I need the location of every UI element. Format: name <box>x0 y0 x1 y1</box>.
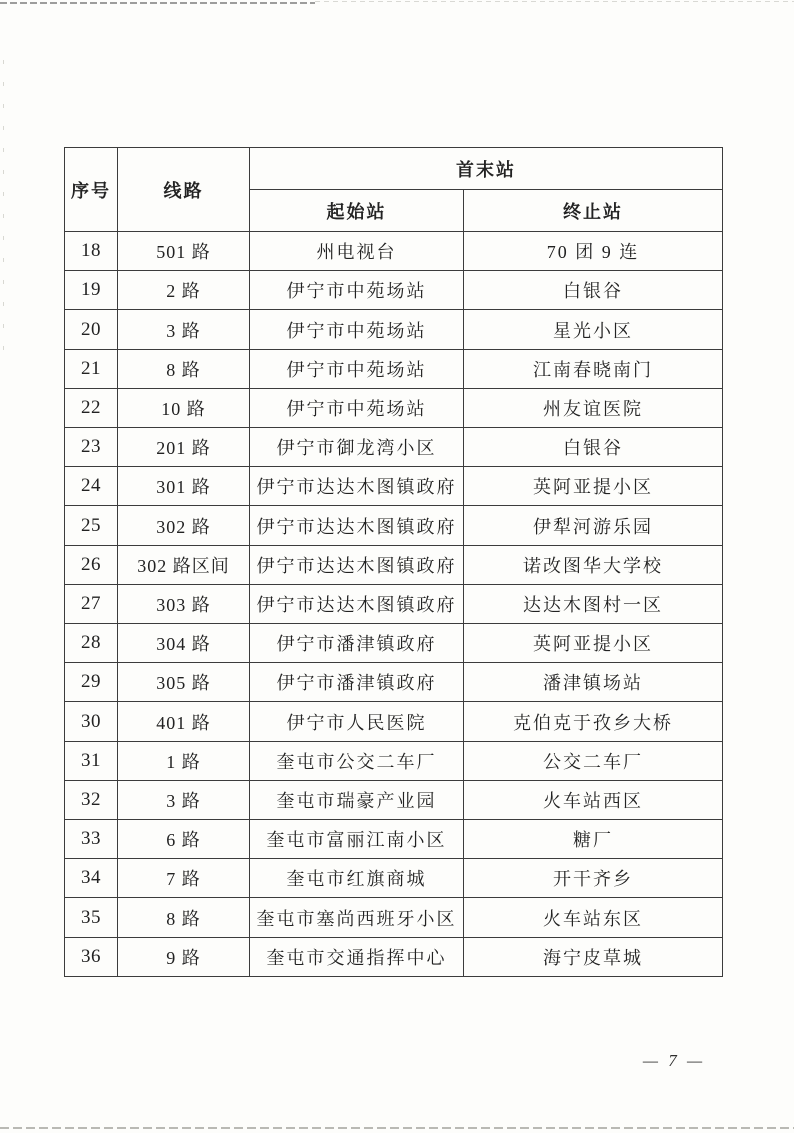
scan-artifact-bottom <box>0 1127 794 1129</box>
end-station-cell: 克伯克于孜乡大桥 <box>464 702 723 741</box>
seq-cell: 35 <box>65 898 118 937</box>
start-station-cell: 伊宁市达达木图镇政府 <box>250 545 464 584</box>
start-station-cell: 伊宁市中苑场站 <box>250 349 464 388</box>
line-cell: 7 路 <box>118 859 250 898</box>
table-body <box>65 232 723 977</box>
line-cell: 8 路 <box>118 349 250 388</box>
table-row <box>65 780 723 819</box>
seq-cell: 21 <box>65 349 118 388</box>
header-seq: 序号 <box>65 148 118 232</box>
line-cell: 6 路 <box>118 820 250 859</box>
line-cell: 1 路 <box>118 741 250 780</box>
table-row <box>65 820 723 859</box>
table-row <box>65 624 723 663</box>
start-station-cell: 伊宁市中苑场站 <box>250 310 464 349</box>
table-row <box>65 310 723 349</box>
table-row <box>65 506 723 545</box>
seq-cell: 29 <box>65 663 118 702</box>
seq-cell: 34 <box>65 859 118 898</box>
seq-cell: 24 <box>65 467 118 506</box>
end-station-cell: 英阿亚提小区 <box>464 467 723 506</box>
line-cell: 3 路 <box>118 310 250 349</box>
seq-cell: 18 <box>65 232 118 271</box>
start-station-cell: 伊宁市潘津镇政府 <box>250 624 464 663</box>
end-station-cell: 江南春晓南门 <box>464 349 723 388</box>
seq-cell: 27 <box>65 584 118 623</box>
end-station-cell: 火车站东区 <box>464 898 723 937</box>
end-station-cell: 白银谷 <box>464 428 723 467</box>
end-station-cell: 糖厂 <box>464 820 723 859</box>
start-station-cell: 奎屯市塞尚西班牙小区 <box>250 898 464 937</box>
start-station-cell: 伊宁市达达木图镇政府 <box>250 584 464 623</box>
end-station-cell: 英阿亚提小区 <box>464 624 723 663</box>
end-station-cell: 公交二车厂 <box>464 741 723 780</box>
start-station-cell: 奎屯市红旗商城 <box>250 859 464 898</box>
start-station-cell: 州电视台 <box>250 232 464 271</box>
seq-cell: 25 <box>65 506 118 545</box>
header-line: 线路 <box>118 148 250 232</box>
scan-artifact-left <box>3 60 4 360</box>
start-station-cell: 伊宁市达达木图镇政府 <box>250 467 464 506</box>
end-station-cell: 潘津镇场站 <box>464 663 723 702</box>
start-station-cell: 奎屯市瑞豪产业园 <box>250 780 464 819</box>
line-cell: 201 路 <box>118 428 250 467</box>
start-station-cell: 伊宁市潘津镇政府 <box>250 663 464 702</box>
line-cell: 3 路 <box>118 780 250 819</box>
end-station-cell: 火车站西区 <box>464 780 723 819</box>
start-station-cell: 伊宁市达达木图镇政府 <box>250 506 464 545</box>
end-station-cell: 白银谷 <box>464 271 723 310</box>
seq-cell: 28 <box>65 624 118 663</box>
table-row <box>65 428 723 467</box>
table-row <box>65 232 723 271</box>
table-row <box>65 859 723 898</box>
line-cell: 8 路 <box>118 898 250 937</box>
seq-cell: 22 <box>65 388 118 427</box>
table-row <box>65 663 723 702</box>
start-station-cell: 伊宁市人民医院 <box>250 702 464 741</box>
start-station-cell: 奎屯市公交二车厂 <box>250 741 464 780</box>
line-cell: 401 路 <box>118 702 250 741</box>
table-row <box>65 271 723 310</box>
table-row <box>65 741 723 780</box>
line-cell: 302 路 <box>118 506 250 545</box>
start-station-cell: 奎屯市富丽江南小区 <box>250 820 464 859</box>
table-row <box>65 937 723 976</box>
line-cell: 2 路 <box>118 271 250 310</box>
line-cell: 302 路区间 <box>118 545 250 584</box>
line-cell: 304 路 <box>118 624 250 663</box>
seq-cell: 36 <box>65 937 118 976</box>
start-station-cell: 伊宁市中苑场站 <box>250 388 464 427</box>
table-row <box>65 388 723 427</box>
seq-cell: 23 <box>65 428 118 467</box>
seq-cell: 32 <box>65 780 118 819</box>
line-cell: 305 路 <box>118 663 250 702</box>
end-station-cell: 开干齐乡 <box>464 859 723 898</box>
end-station-cell: 州友谊医院 <box>464 388 723 427</box>
end-station-cell: 达达木图村一区 <box>464 584 723 623</box>
scan-artifact-top-left <box>0 2 315 4</box>
table-row <box>65 584 723 623</box>
seq-cell: 31 <box>65 741 118 780</box>
table-row <box>65 467 723 506</box>
table-row <box>65 545 723 584</box>
line-cell: 303 路 <box>118 584 250 623</box>
seq-cell: 33 <box>65 820 118 859</box>
end-station-cell: 诺改图华大学校 <box>464 545 723 584</box>
start-station-cell: 伊宁市中苑场站 <box>250 271 464 310</box>
table-row <box>65 898 723 937</box>
header-row-top <box>65 148 723 190</box>
start-station-cell: 奎屯市交通指挥中心 <box>250 937 464 976</box>
bus-route-table <box>64 147 723 977</box>
seq-cell: 30 <box>65 702 118 741</box>
table-header <box>65 148 723 232</box>
end-station-cell: 伊犁河游乐园 <box>464 506 723 545</box>
page-number: — 7 — <box>642 1051 706 1070</box>
table-row <box>65 702 723 741</box>
end-station-cell: 70 团 9 连 <box>464 232 723 271</box>
end-station-cell: 海宁皮草城 <box>464 937 723 976</box>
header-end-station: 终止站 <box>464 190 723 232</box>
table-row <box>65 349 723 388</box>
seq-cell: 26 <box>65 545 118 584</box>
seq-cell: 20 <box>65 310 118 349</box>
start-station-cell: 伊宁市御龙湾小区 <box>250 428 464 467</box>
header-terminus-group: 首末站 <box>250 148 723 190</box>
seq-cell: 19 <box>65 271 118 310</box>
line-cell: 9 路 <box>118 937 250 976</box>
line-cell: 501 路 <box>118 232 250 271</box>
line-cell: 10 路 <box>118 388 250 427</box>
line-cell: 301 路 <box>118 467 250 506</box>
header-start-station: 起始站 <box>250 190 464 232</box>
scan-artifact-top-right <box>315 1 794 2</box>
end-station-cell: 星光小区 <box>464 310 723 349</box>
